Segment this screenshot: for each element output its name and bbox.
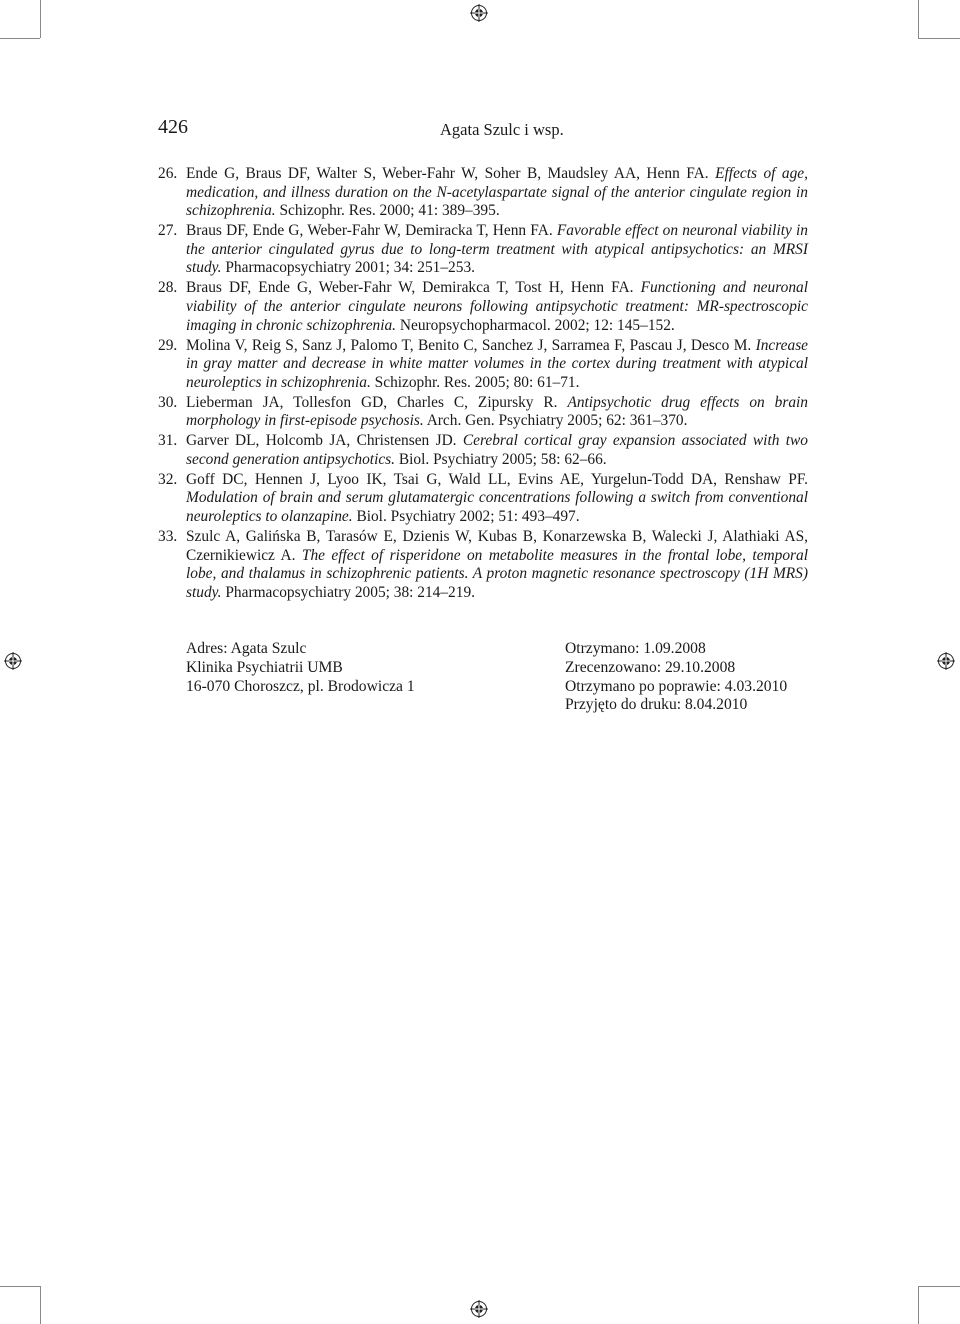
address-line: Klinika Psychiatrii UMB [186,658,343,676]
reference-title: Effects of age, medication, and illness duration on the N-acetylaspartate signal of the anterior cingulate region in schizophrenia. [186,165,808,220]
running-head: Agata Szulc i wsp. [440,120,564,139]
registration-mark-icon [470,1300,488,1318]
crop-mark-bottom-right [918,1286,919,1324]
reference-source: Pharmacopsychiatry 2001; 34: 251–253. [225,259,475,277]
reference-item [158,528,808,602]
address-line: Adres: Agata Szulc [186,640,307,657]
reference-title: Antipsychotic drug effects on brain morphology in first-episode psychosis. [186,393,808,430]
reference-source: Biol. Psychiatry 2005; 58: 62–66. [398,450,607,468]
reference-number: 27. [158,222,178,240]
registration-mark-icon [937,652,955,670]
reference-title: Modulation of brain and serum glutamatergic concentrations following a switch from conventional neuroleptics to olanzapine. [186,489,808,526]
reference-title: Increase in gray matter and decrease in white matter volumes in the cortex during treatment with atypical neuroleptics in schizophrenia. [186,336,809,391]
reference-number: 30. [158,393,178,411]
reference-item [158,222,808,278]
reference-source: Pharmacopsychiatry 2005; 38: 214–219. [225,583,475,601]
crop-mark-left-top [0,38,40,39]
reference-item [158,337,808,393]
reference-body [186,432,808,469]
reference-body [186,471,808,527]
accepted-date: Przyjęto do druku: 8.04.2010 [565,696,748,714]
reference-title: The effect of risperidone on metabolite measures in the frontal lobe, temporal lobe, and thalamus in schizophrenic patients. A proton magnetic resonance spectroscopy (1H MRS) study. [186,546,808,601]
reference-item [158,279,808,335]
address-line: 16-070 Choroszcz, pl. Brodowicza 1 [186,677,415,695]
reference-title: Favorable effect on neuronal viability in the anterior cingulated gyrus due to long-term treatment with atypical antipsychotics: an MRSI study. [186,222,808,277]
reviewed-date: Zrecenzowano: 29.10.2008 [565,658,736,676]
crop-mark-bottom-left [40,1286,41,1324]
reference-body [186,394,808,431]
reference-authors: Braus DF, Ende G, Weber-Fahr W, Demiracka T, Henn FA. [186,222,553,240]
reference-body [186,337,808,393]
crop-mark-top-right [918,0,919,38]
reference-source: Schizophr. Res. 2005; 80: 61–71. [374,373,580,391]
crop-mark-right-bottom [918,1286,960,1287]
reference-number: 28. [158,279,178,297]
reference-item [158,471,808,527]
reference-source: Neuropsychopharmacol. 2002; 12: 145–152. [399,316,675,334]
reference-body [186,528,808,602]
reference-authors: Szulc A, Galińska B, Tarasów E, Dzienis W, Kubas B, Konarzewska B, Walecki J, Alathiaki AS, Czernikiewicz A. [186,528,808,564]
registration-mark-icon [4,652,22,670]
reference-authors: Goff DC, Hennen J, Lyoo IK, Tsai G, Wald LL, Evins AE, Yurgelun-Todd DA, Renshaw PF. [186,470,808,488]
reference-source: Biol. Psychiatry 2002; 51: 493–497. [356,508,580,526]
reference-title: Functioning and neuronal viability of the anterior cingulate neurons following antipsychotic treatment: MR-spectroscopic imaging in chronic schizophrenia. [186,279,808,334]
reference-list [158,165,808,604]
reference-item [158,165,808,221]
reference-item [158,432,808,469]
reference-authors: Garver DL, Holcomb JA, Christensen JD. [186,432,457,450]
reference-source: Arch. Gen. Psychiatry 2005; 62: 361–370. [426,412,688,430]
article-dates [565,640,787,715]
registration-mark-icon [470,4,488,22]
crop-mark-left-bottom [0,1286,40,1287]
reference-authors: Braus DF, Ende G, Weber-Fahr W, Demirakca T, Tost H, Henn FA. [186,279,634,297]
reference-number: 29. [158,336,178,354]
reference-number: 26. [158,165,178,182]
revised-date: Otrzymano po poprawie: 4.03.2010 [565,677,788,695]
reference-authors: Lieberman JA, Tollesfon GD, Charles C, Zipursky R. [186,393,558,411]
reference-authors: Ende G, Braus DF, Walter S, Weber-Fahr W, Soher B, Maudsley AA, Henn FA. [186,165,709,182]
reference-source: Schizophr. Res. 2000; 41: 389–395. [279,202,500,220]
reference-number: 31. [158,432,178,450]
correspondence-address [186,640,415,696]
reference-body [186,165,808,221]
received-date: Otrzymano: 1.09.2008 [565,640,706,657]
page-number: 426 [158,116,188,138]
crop-mark-top-left [40,0,41,38]
reference-authors: Molina V, Reig S, Sanz J, Palomo T, Benito C, Sanchez J, Sarramea F, Pascau J, Desco M. [186,336,752,354]
reference-number: 32. [158,470,178,488]
reference-body [186,279,808,335]
reference-item [158,394,808,431]
reference-number: 33. [158,528,178,546]
reference-title: Cerebral cortical gray expansion associated with two second generation antipsychotics. [186,432,808,468]
reference-body [186,222,808,278]
crop-mark-right-top [918,38,960,39]
